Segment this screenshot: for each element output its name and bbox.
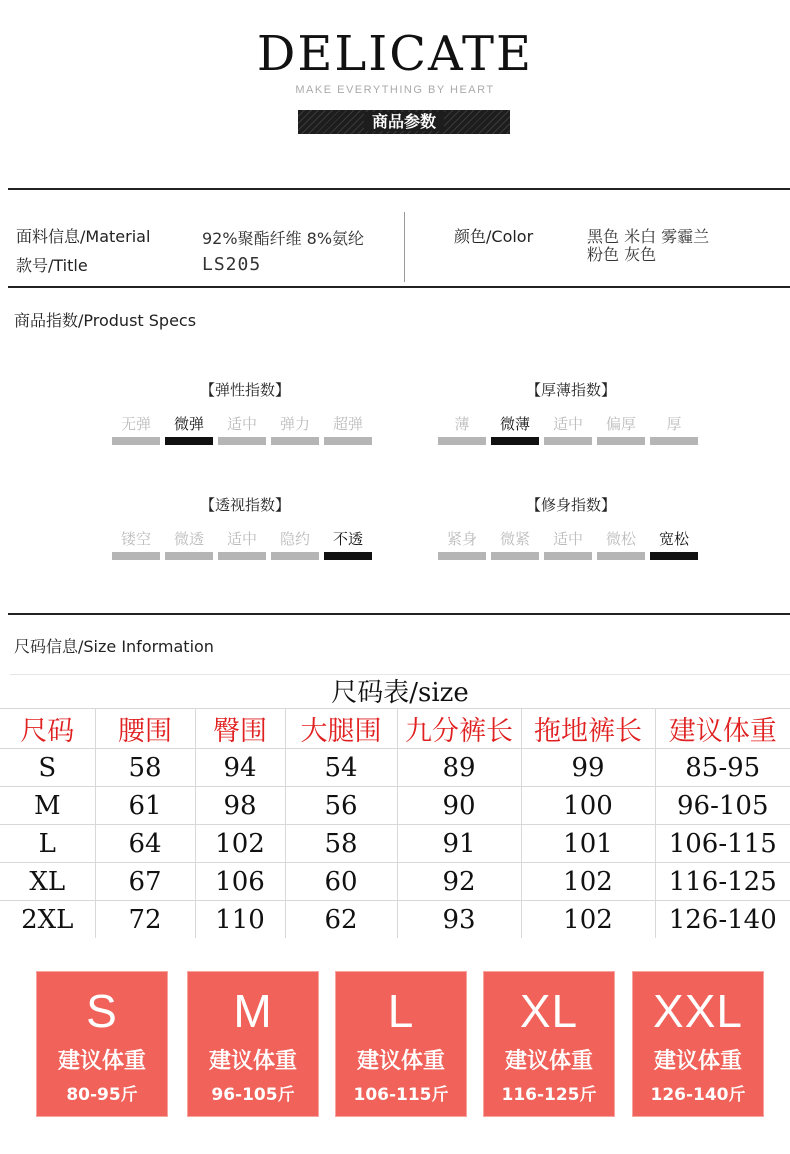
table-cell: 67 [95, 863, 195, 901]
spec-option-label: 适中 [552, 415, 583, 433]
table-row [0, 787, 790, 825]
spec-scale [438, 413, 698, 445]
spec-group-title: 【修身指数】 [525, 496, 616, 514]
brand-tagline: MAKE EVERYTHING BY HEART [295, 84, 495, 96]
spec-option-label: 厚 [666, 415, 682, 433]
banner-label: 商品参数 [364, 112, 444, 131]
spec-option [112, 413, 160, 445]
size-table-header-cell: 拖地裤长 [521, 709, 655, 749]
size-table-title: 尺码表/size [10, 674, 790, 711]
weight-card-size: M [233, 985, 273, 1037]
spec-option-label: 适中 [226, 415, 257, 433]
table-cell: M [0, 787, 95, 825]
spec-option-label: 弹力 [279, 415, 310, 433]
weight-card [633, 972, 763, 1116]
table-cell: 93 [397, 901, 521, 939]
table-cell: 102 [195, 825, 285, 863]
title-label: 款号/Title [16, 256, 88, 275]
table-cell: 92 [397, 863, 521, 901]
table-cell: 91 [397, 825, 521, 863]
spec-option-bar [271, 437, 319, 445]
table-cell: 102 [521, 863, 655, 901]
spec-option-label: 不透 [332, 530, 363, 548]
weight-card-label: 建议体重 [504, 1049, 593, 1074]
weight-card-label: 建议体重 [57, 1049, 146, 1074]
table-cell: 72 [95, 901, 195, 939]
divider-top [8, 188, 790, 190]
table-row [0, 863, 790, 901]
color-values-line2: 粉色 灰色 [587, 245, 657, 264]
divider-specs [8, 613, 790, 615]
table-row [0, 901, 790, 939]
spec-option [544, 528, 592, 560]
specs-section-title: 商品指数/Produst Specs [14, 311, 197, 330]
size-table-header-cell: 九分裤长 [397, 709, 521, 749]
size-table-body [0, 749, 790, 939]
spec-option [324, 413, 372, 445]
spec-option-label: 适中 [226, 530, 257, 548]
table-cell: 102 [521, 901, 655, 939]
spec-option [491, 528, 539, 560]
spec-option-selected [650, 528, 698, 560]
spec-option [544, 413, 592, 445]
table-cell: 58 [285, 825, 397, 863]
spec-option-bar [650, 552, 698, 560]
size-section-title: 尺码信息/Size Information [14, 637, 214, 656]
weight-card-label: 建议体重 [356, 1049, 445, 1074]
spec-option-bar [165, 552, 213, 560]
spec-option [438, 413, 486, 445]
spec-option [650, 413, 698, 445]
table-cell: 56 [285, 787, 397, 825]
table-cell: 60 [285, 863, 397, 901]
table-row [0, 825, 790, 863]
info-divider [404, 212, 405, 282]
table-cell: 99 [521, 749, 655, 787]
spec-group-title: 【透视指数】 [199, 496, 290, 514]
spec-option-bar [438, 437, 486, 445]
color-label: 颜色/Color [454, 227, 534, 246]
spec-option-bar [112, 437, 160, 445]
table-cell: 58 [95, 749, 195, 787]
divider-info [8, 286, 790, 288]
size-table [0, 708, 790, 938]
spec-group-title: 【厚薄指数】 [525, 381, 616, 399]
spec-scale [112, 413, 372, 445]
spec-option-label: 微薄 [499, 415, 530, 433]
spec-option-bar [544, 437, 592, 445]
weight-card-range: 106-115斤 [353, 1085, 449, 1105]
spec-option-bar [165, 437, 213, 445]
spec-option [218, 528, 266, 560]
spec-option-bar [324, 437, 372, 445]
spec-option-label: 镂空 [120, 530, 151, 548]
weight-card-label: 建议体重 [653, 1049, 742, 1074]
material-label: 面料信息/Material [16, 227, 151, 246]
table-cell: 54 [285, 749, 397, 787]
size-table-header-cell: 大腿围 [285, 709, 397, 749]
spec-option-bar [438, 552, 486, 560]
weight-card-range: 116-125斤 [501, 1085, 597, 1105]
spec-option-bar [324, 552, 372, 560]
weight-card-size: XXL [653, 985, 743, 1037]
spec-option-label: 微弹 [173, 415, 204, 433]
spec-group-title: 【弹性指数】 [199, 381, 290, 399]
table-cell: 85-95 [655, 749, 790, 787]
size-table-header [0, 709, 790, 749]
table-cell: 2XL [0, 901, 95, 939]
spec-scale [112, 528, 372, 560]
brand-title: DELICATE [256, 26, 534, 82]
table-cell: 89 [397, 749, 521, 787]
table-row [0, 749, 790, 787]
spec-option-label: 偏厚 [605, 415, 636, 433]
spec-option-bar [544, 552, 592, 560]
spec-option-label: 薄 [454, 415, 470, 433]
spec-option-bar [491, 552, 539, 560]
product-params-banner [298, 110, 510, 134]
spec-option-label: 紧身 [446, 530, 477, 548]
spec-option [597, 413, 645, 445]
table-cell: L [0, 825, 95, 863]
table-cell: 64 [95, 825, 195, 863]
table-cell: 116-125 [655, 863, 790, 901]
table-cell: 106 [195, 863, 285, 901]
spec-option-label: 无弹 [120, 415, 151, 433]
weight-card-size: XL [519, 985, 579, 1037]
table-cell: 126-140 [655, 901, 790, 939]
weight-card-range: 80-95斤 [66, 1085, 138, 1105]
spec-option-label: 隐约 [279, 530, 310, 548]
spec-option-bar [218, 552, 266, 560]
spec-option-label: 宽松 [658, 530, 689, 548]
spec-option-label: 超弹 [332, 415, 363, 433]
spec-option-bar [597, 437, 645, 445]
weight-card-range: 96-105斤 [211, 1085, 295, 1105]
weight-card-range: 126-140斤 [650, 1085, 746, 1105]
spec-option [271, 413, 319, 445]
spec-option [597, 528, 645, 560]
size-table-header-cell: 尺码 [0, 709, 95, 749]
spec-option [165, 528, 213, 560]
spec-option-label: 微透 [173, 530, 204, 548]
spec-option-bar [491, 437, 539, 445]
weight-card [188, 972, 318, 1116]
spec-option-bar [650, 437, 698, 445]
spec-option [112, 528, 160, 560]
weight-card-label: 建议体重 [208, 1049, 297, 1074]
spec-option-selected [491, 413, 539, 445]
weight-card [37, 972, 167, 1116]
table-cell: S [0, 749, 95, 787]
size-table-header-cell: 腰围 [95, 709, 195, 749]
color-values-line1: 黑色 米白 雾霾兰 [587, 227, 710, 246]
weight-card [336, 972, 466, 1116]
spec-option [218, 413, 266, 445]
spec-option-label: 微紧 [499, 530, 530, 548]
weight-card-size: S [86, 985, 118, 1037]
spec-scale [438, 528, 698, 560]
table-cell: 101 [521, 825, 655, 863]
spec-option [271, 528, 319, 560]
table-cell: 61 [95, 787, 195, 825]
table-cell: XL [0, 863, 95, 901]
spec-option-bar [218, 437, 266, 445]
title-value: LS205 [202, 254, 262, 275]
table-cell: 90 [397, 787, 521, 825]
spec-option-bar [597, 552, 645, 560]
spec-option-label: 适中 [552, 530, 583, 548]
spec-option-selected [324, 528, 372, 560]
size-table-header-cell: 臀围 [195, 709, 285, 749]
table-cell: 94 [195, 749, 285, 787]
table-cell: 98 [195, 787, 285, 825]
table-cell: 96-105 [655, 787, 790, 825]
spec-option-bar [112, 552, 160, 560]
spec-option-label: 微松 [605, 530, 636, 548]
spec-option-selected [165, 413, 213, 445]
table-cell: 62 [285, 901, 397, 939]
weight-card [484, 972, 614, 1116]
table-cell: 110 [195, 901, 285, 939]
table-cell: 100 [521, 787, 655, 825]
material-value: 92%聚酯纤维 8%氨纶 [202, 229, 365, 248]
size-table-header-cell: 建议体重 [655, 709, 790, 749]
spec-option [438, 528, 486, 560]
table-cell: 106-115 [655, 825, 790, 863]
spec-option-bar [271, 552, 319, 560]
weight-card-size: L [387, 985, 415, 1037]
